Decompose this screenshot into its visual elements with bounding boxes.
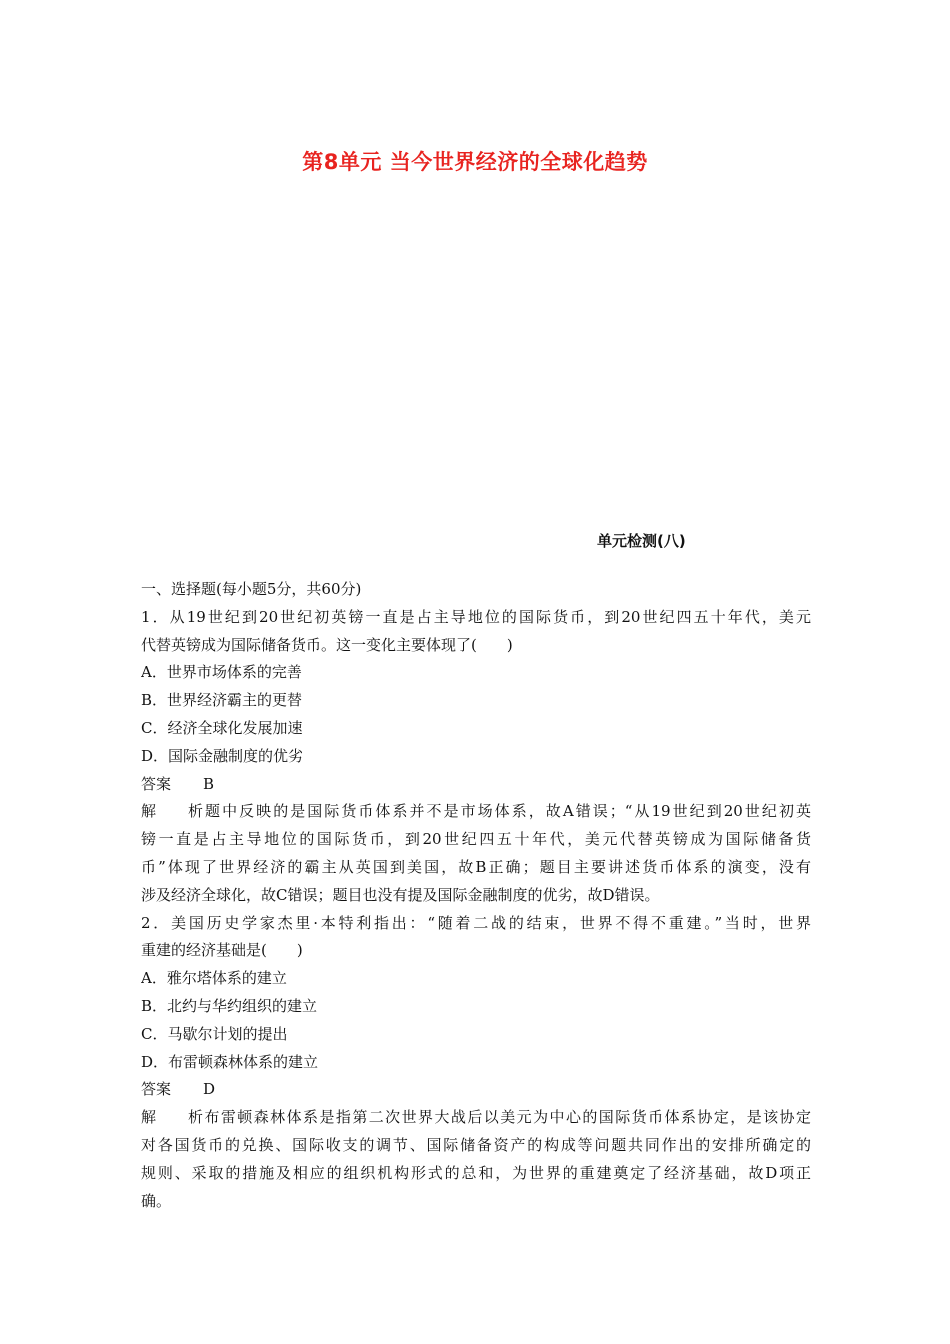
analysis-label: 解析: [141, 1108, 203, 1127]
option-b: B．世界经济霸主的更替: [141, 691, 303, 710]
analysis-line: 确。: [141, 1191, 172, 1210]
option-d: D．国际金融制度的优劣: [141, 746, 304, 765]
analysis-line: [141, 1104, 811, 1132]
option-a: A．世界市场体系的完善: [141, 663, 302, 682]
answer-line: [141, 1076, 811, 1104]
question-1: [141, 604, 811, 910]
answer-label: 答案: [141, 1080, 172, 1099]
question-2: [141, 910, 811, 1216]
question-stem-line: 2．美国历史学家杰里·本特利指出：“随着二战的结束，世界不得不重建。”当时，世界: [141, 913, 811, 932]
answer-value: D: [203, 1080, 216, 1099]
analysis-line: [141, 798, 811, 826]
analysis-line: 规则、采取的措施及相应的组织机构形式的总和，为世界的重建奠定了经济基础，故D项正: [141, 1163, 811, 1182]
question-stem-line: 1．从19世纪到20世纪初英镑一直是占主导地位的国际货币，到20世纪四五十年代，美元: [141, 607, 811, 626]
answer-value: B: [203, 774, 215, 793]
document-body: [141, 576, 811, 1215]
answer-line: [141, 771, 811, 799]
option-c: C．马歇尔计划的提出: [141, 1024, 288, 1043]
analysis-line: 币”体现了世界经济的霸主从英国到美国，故B正确；题目主要讲述货币体系的演变，没有: [141, 857, 811, 876]
analysis-line: 镑一直是占主导地位的国际货币，到20世纪四五十年代，美元代替英镑成为国际储备货: [141, 830, 811, 849]
unit-test-heading: 单元检测(八): [597, 532, 686, 550]
page-title: 第8单元 当今世界经济的全球化趋势: [302, 150, 648, 174]
analysis-line: 对各国货币的兑换、国际收支的调节、国际储备资产的构成等问题共同作出的安排所确定的: [141, 1135, 811, 1154]
analysis-line: 涉及经济全球化，故C错误；题目也没有提及国际金融制度的优劣，故D错误。: [141, 885, 660, 904]
answer-label: 答案: [141, 774, 172, 793]
question-stem-line: 重建的经济基础是( ): [141, 941, 303, 960]
option-d: D．布雷顿森林体系的建立: [141, 1052, 319, 1071]
section-heading: 一、选择题(每小题5分，共60分): [141, 580, 362, 598]
analysis-text: 布雷顿森林体系是指第二次世界大战后以美元为中心的国际货币体系协定，是该协定: [203, 1108, 811, 1127]
option-b: B．北约与华约组织的建立: [141, 996, 318, 1015]
analysis-label: 解析: [141, 802, 203, 821]
analysis-text: 题中反映的是国际货币体系并不是市场体系，故A错误；“从19世纪到20世纪初英: [203, 802, 811, 821]
question-stem-line: 代替英镑成为国际储备货币。这一变化主要体现了( ): [141, 635, 513, 654]
option-a: A．雅尔塔体系的建立: [141, 969, 287, 988]
option-c: C．经济全球化发展加速: [141, 718, 303, 737]
